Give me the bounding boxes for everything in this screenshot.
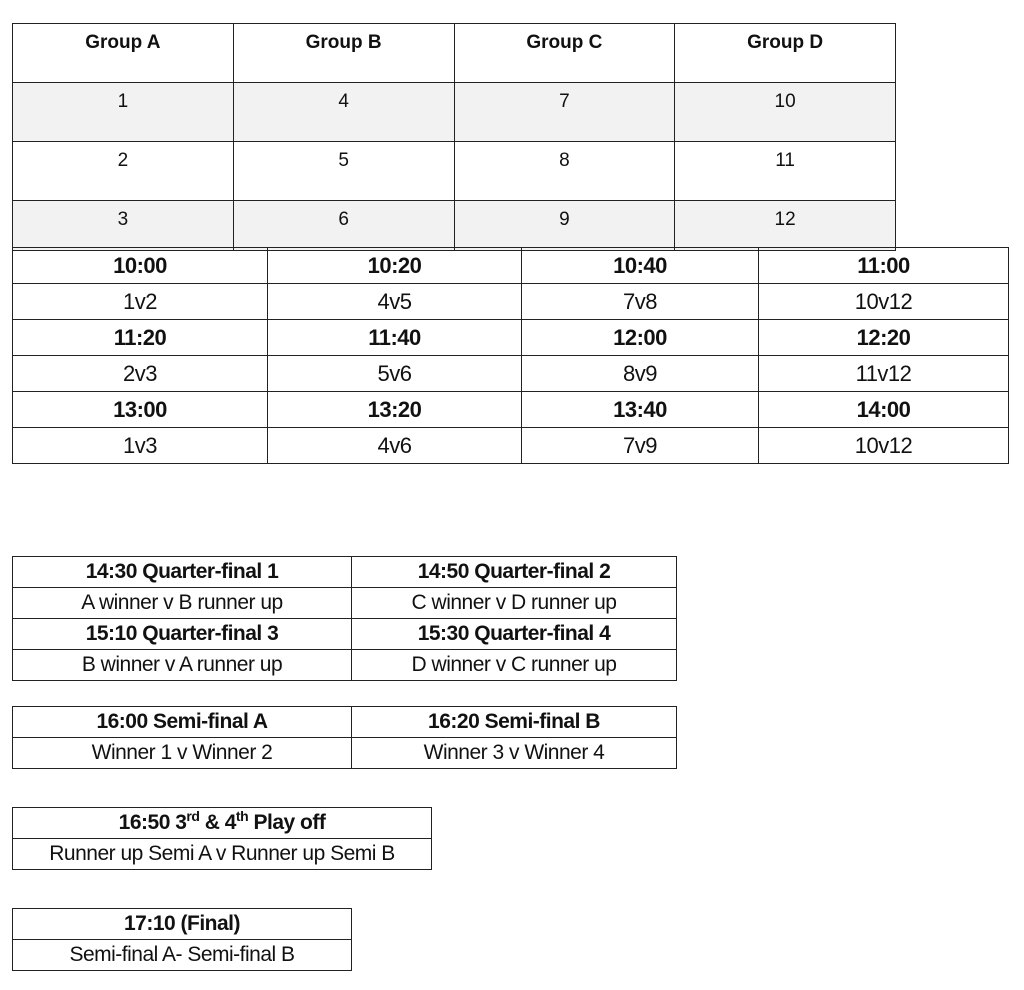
group-cell: 5	[233, 142, 454, 201]
playoff-match: Runner up Semi A v Runner up Semi B	[13, 839, 432, 870]
semi-final-match: Winner 3 v Winner 4	[352, 738, 677, 769]
match-pairing: 7v9	[522, 428, 759, 464]
quarter-final-match: A winner v B runner up	[13, 588, 352, 619]
group-c-header: Group C	[454, 24, 675, 83]
match-pairing: 1v3	[13, 428, 268, 464]
semi-final-title-row	[13, 707, 677, 738]
playoff-match-row	[13, 839, 432, 870]
group-cell: 9	[454, 201, 675, 251]
groups-header-row	[13, 24, 896, 83]
schedule-time-row	[13, 248, 1009, 284]
schedule-time-row	[13, 392, 1009, 428]
match-pairing: 10v12	[759, 284, 1009, 320]
match-time: 13:40	[522, 392, 759, 428]
match-time: 11:20	[13, 320, 268, 356]
match-time: 13:00	[13, 392, 268, 428]
playoff-title-suffix: Play off	[248, 811, 326, 834]
semi-final-title: 16:20 Semi-final B	[352, 707, 677, 738]
group-d-header: Group D	[675, 24, 896, 83]
quarter-final-title-row	[13, 619, 677, 650]
group-a-header: Group A	[13, 24, 234, 83]
playoff-title-row	[13, 808, 432, 839]
match-pairing: 10v12	[759, 428, 1009, 464]
group-cell: 4	[233, 83, 454, 142]
group-cell: 8	[454, 142, 675, 201]
match-pairing: 8v9	[522, 356, 759, 392]
groups-row	[13, 201, 896, 251]
match-time: 13:20	[268, 392, 522, 428]
semi-final-title: 16:00 Semi-final A	[13, 707, 352, 738]
match-pairing: 4v6	[268, 428, 522, 464]
quarter-final-title: 14:50 Quarter-final 2	[352, 557, 677, 588]
quarter-final-title: 15:10 Quarter-final 3	[13, 619, 352, 650]
playoff-title-mid: & 4	[199, 811, 236, 834]
match-time: 11:00	[759, 248, 1009, 284]
groups-table	[12, 23, 896, 251]
schedule-time-row	[13, 320, 1009, 356]
quarter-final-title: 15:30 Quarter-final 4	[352, 619, 677, 650]
quarter-final-title: 14:30 Quarter-final 1	[13, 557, 352, 588]
final-table	[12, 908, 352, 971]
match-pairing: 11v12	[759, 356, 1009, 392]
match-pairing: 5v6	[268, 356, 522, 392]
semi-final-match: Winner 1 v Winner 2	[13, 738, 352, 769]
match-time: 12:00	[522, 320, 759, 356]
quarter-final-match: D winner v C runner up	[352, 650, 677, 681]
final-title: 17:10 (Final)	[13, 909, 352, 940]
match-time: 10:20	[268, 248, 522, 284]
match-pairing: 4v5	[268, 284, 522, 320]
group-cell: 6	[233, 201, 454, 251]
match-time: 11:40	[268, 320, 522, 356]
group-cell: 2	[13, 142, 234, 201]
final-match: Semi-final A- Semi-final B	[13, 940, 352, 971]
match-pairing: 1v2	[13, 284, 268, 320]
match-time: 10:40	[522, 248, 759, 284]
group-stage-schedule-table	[12, 247, 1009, 464]
schedule-match-row	[13, 284, 1009, 320]
group-cell: 1	[13, 83, 234, 142]
quarter-final-title-row	[13, 557, 677, 588]
playoff-title-prefix: 16:50 3	[118, 811, 187, 834]
groups-row	[13, 83, 896, 142]
match-pairing: 7v8	[522, 284, 759, 320]
schedule-match-row	[13, 356, 1009, 392]
quarter-finals-table	[12, 556, 677, 681]
quarter-final-match-row	[13, 650, 677, 681]
quarter-final-match-row	[13, 588, 677, 619]
group-b-header: Group B	[233, 24, 454, 83]
group-cell: 3	[13, 201, 234, 251]
quarter-final-match: B winner v A runner up	[13, 650, 352, 681]
groups-row	[13, 142, 896, 201]
schedule-match-row	[13, 428, 1009, 464]
match-time: 14:00	[759, 392, 1009, 428]
semi-final-match-row	[13, 738, 677, 769]
playoff-title-sup-th: th	[235, 808, 249, 824]
group-cell: 7	[454, 83, 675, 142]
playoff-table	[12, 807, 432, 870]
group-cell: 12	[675, 201, 896, 251]
final-title-row	[13, 909, 352, 940]
quarter-final-match: C winner v D runner up	[352, 588, 677, 619]
playoff-title-sup-rd: rd	[186, 808, 200, 824]
playoff-title	[13, 808, 432, 839]
match-time: 10:00	[13, 248, 268, 284]
match-time: 12:20	[759, 320, 1009, 356]
group-cell: 11	[675, 142, 896, 201]
match-pairing: 2v3	[13, 356, 268, 392]
group-cell: 10	[675, 83, 896, 142]
final-match-row	[13, 940, 352, 971]
semi-finals-table	[12, 706, 677, 769]
